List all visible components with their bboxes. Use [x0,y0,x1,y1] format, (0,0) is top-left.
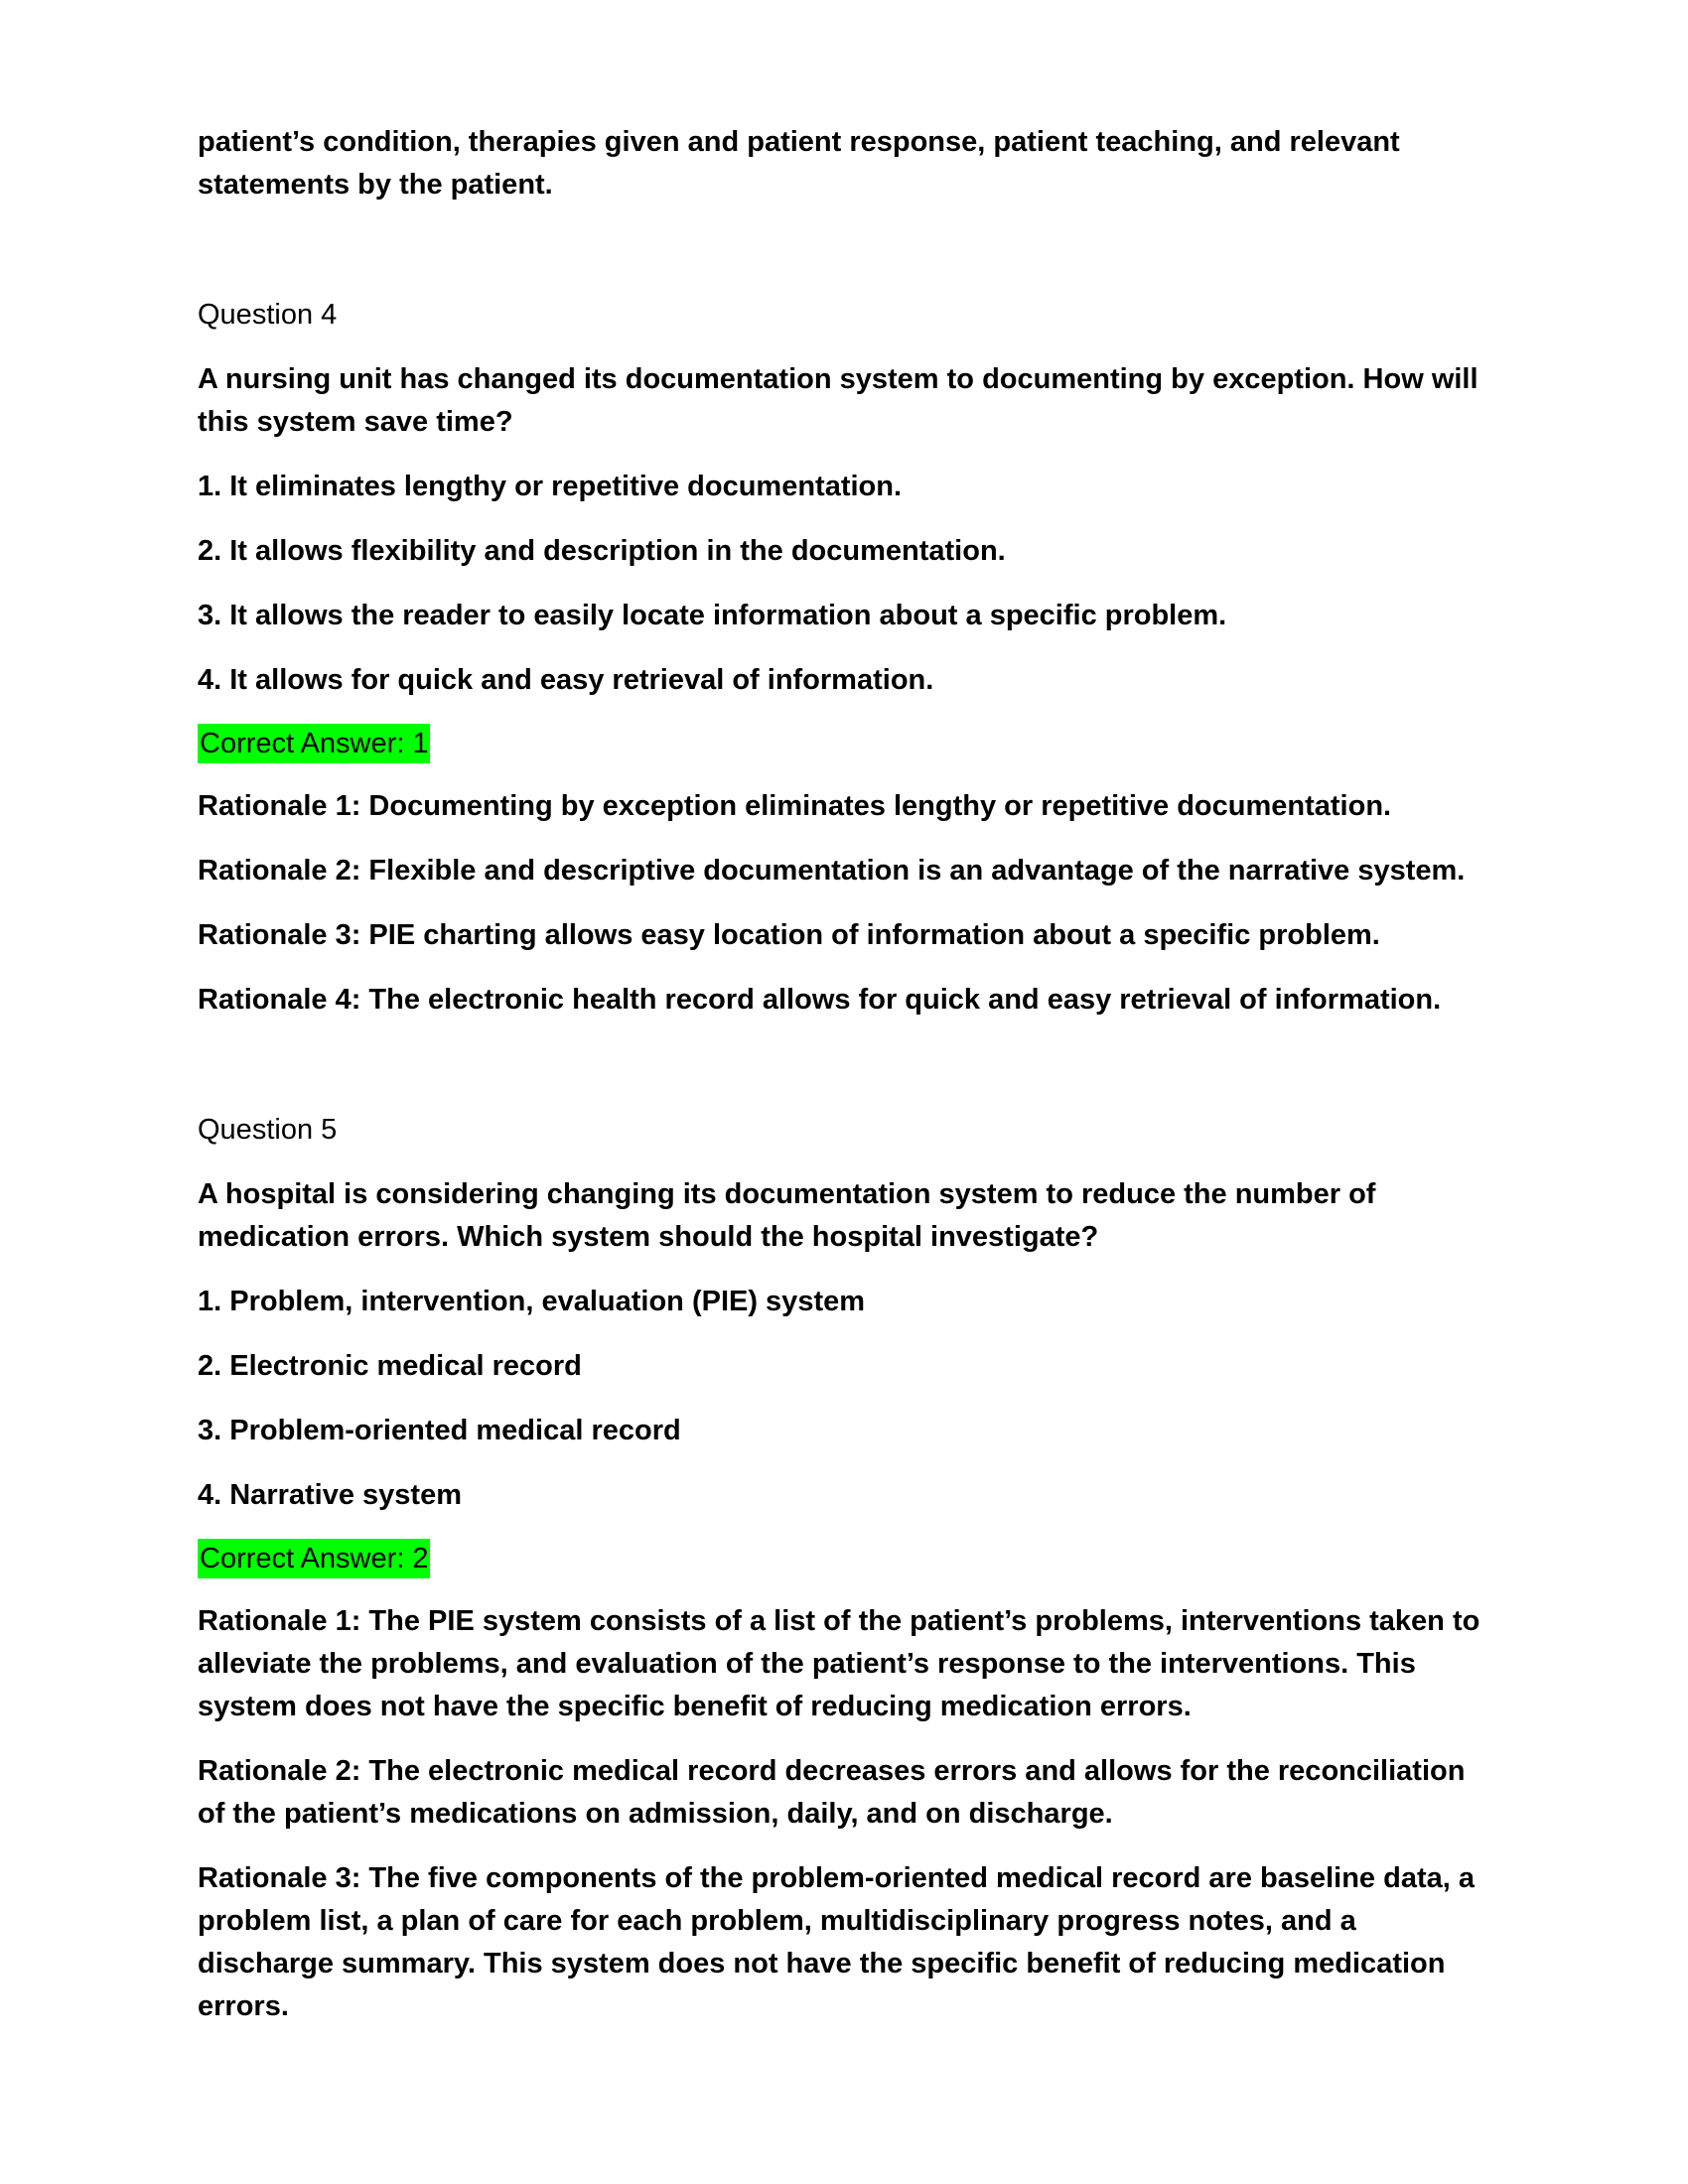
correct-answer-highlight: Correct Answer: 1 [198,724,430,763]
section-spacer [198,228,1498,294]
answer-option: 4. It allows for quick and easy retrieval of information. [198,664,934,696]
intro-paragraph: patient’s condition, therapies given and patient response, patient teaching, and relevant statements by the patient. [198,126,1400,201]
question-label: Question 5 [198,1114,338,1146]
answer-option: 2. It allows flexibility and description in the documentation. [198,535,1006,567]
answer-option: 3. It allows the reader to easily locate information about a specific problem. [198,600,1227,631]
question-label: Question 4 [198,299,338,331]
rationale: Rationale 2: Flexible and descriptive documentation is an advantage of the narrative system. [198,855,1466,887]
rationale: Rationale 3: The five components of the problem-oriented medical record are baseline data, a problem list, a plan of care for each problem, multidisciplinary progress notes, and a discharge summary. This system does not have the specific benefit of reducing medication errors. [198,1862,1475,2022]
rationale: Rationale 2: The electronic medical record decreases errors and allows for the reconciliation of the patient’s medications on admission, daily, and on discharge. [198,1755,1466,1830]
answer-option: 1. It eliminates lengthy or repetitive documentation. [198,471,903,502]
answer-option: 2. Electronic medical record [198,1350,582,1382]
rationale: Rationale 3: PIE charting allows easy location of information about a specific problem. [198,919,1380,951]
correct-answer-row [198,724,1498,763]
question-block-5 [198,1109,1498,2028]
rationale: Rationale 4: The electronic health record allows for quick and easy retrieval of information. [198,984,1442,1016]
rationale: Rationale 1: The PIE system consists of a list of the patient’s problems, interventions taken to alleviate the problems, and evaluation of the patient’s response to the interventions. This system does not have the specific benefit of reducing medication errors. [198,1605,1480,1722]
question-block-4 [198,294,1498,1022]
section-spacer [198,1043,1498,1109]
answer-option: 4. Narrative system [198,1479,462,1511]
rationale: Rationale 1: Documenting by exception eliminates lengthy or repetitive documentation. [198,790,1392,822]
correct-answer-row [198,1539,1498,1578]
answer-option: 1. Problem, intervention, evaluation (PIE) system [198,1286,866,1317]
question-stem: A nursing unit has changed its documentation system to documenting by exception. How will this system save time? [198,363,1478,438]
question-stem: A hospital is considering changing its documentation system to reduce the number of medication errors. Which system should the hospital investigate? [198,1178,1376,1253]
answer-option: 3. Problem-oriented medical record [198,1415,681,1446]
correct-answer-highlight: Correct Answer: 2 [198,1539,430,1578]
document-page [198,121,1498,2050]
